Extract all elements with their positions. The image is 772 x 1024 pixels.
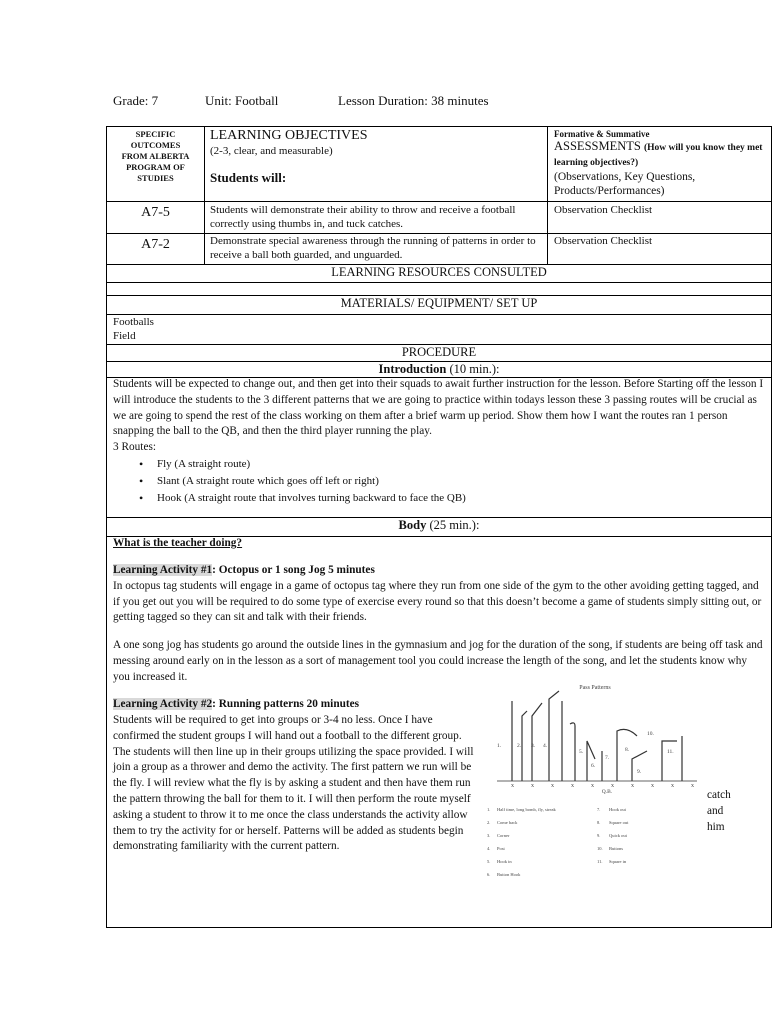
svg-text:Button Hook: Button Hook [497, 872, 521, 877]
learning-activity-1: Learning Activity #1: Octopus or 1 song Jog 5 minutes In octopus tag students will engage in a game of octopus tag where they run from one side of the gym to the other avoiding getting tagged, and if you get out you will be required to do some type of exercise every round so that this doesn’t become a game of students simply sitting out, or getting tagged so they can sit and talk with their friends. A one song jog has students go around the outside lines in the gymnasium and jog for the duration of the song, if students are being off task and messing around early on in the lesson as a sort of management tool you could increase the length of the song, and let the students know why you increased it. [113, 564, 763, 683]
svg-text:9.: 9. [637, 769, 642, 775]
introduction-text: Students will be expected to change out, and then get into their squads to await further instruction for the lesson. Before Starting off the lesson I will introduce the students to the 3 different patterns that we are going to practice within todays lesson these 3 passing routes will be crucial as we are going to spend the rest of the class working on them after a brief warm up period. Show them how I want the routes ran 1 person snapping the ball to the QB, and then the third player running the play. 3 Routes: • Fly (A straight route) • Slant (A straight route which goes off left or right) • Hook (A straight route that involves turning backward to face the QB) [113, 377, 765, 507]
objective-text: Demonstrate special awareness through the running of patterns in order to receive a ball both guarded, and unguarded. [210, 235, 536, 261]
svg-text:Square out: Square out [609, 820, 629, 825]
svg-text:7.: 7. [597, 807, 601, 812]
svg-text:x: x [571, 783, 574, 789]
svg-text:x: x [671, 783, 674, 789]
diagram-title: Pass Patterns [579, 685, 611, 691]
material-item: Footballs [113, 316, 154, 328]
pass-patterns-diagram [487, 681, 707, 877]
svg-text:9.: 9. [597, 833, 601, 838]
svg-text:2.: 2. [517, 743, 522, 749]
material-item: Field [113, 330, 136, 342]
svg-text:1.: 1. [487, 807, 491, 812]
svg-text:x: x [631, 783, 634, 789]
objectives-header: LEARNING OBJECTIVES (2-3, clear, and measurable) Students will: [210, 128, 368, 185]
routes-list [113, 456, 765, 507]
svg-text:8.: 8. [625, 747, 630, 753]
svg-text:x: x [611, 783, 614, 789]
assessment-text: Observation Checklist [554, 204, 653, 216]
svg-text:Hook out: Hook out [609, 807, 626, 812]
unit-label: Unit: Football [205, 93, 279, 108]
introduction-heading: Introduction (10 min.): [378, 362, 500, 376]
route-lines [512, 691, 682, 781]
svg-text:2.: 2. [487, 820, 491, 825]
body-heading: Body (25 min.): [398, 518, 480, 532]
svg-text:x: x [691, 783, 694, 789]
duration-label: Lesson Duration: 38 minutes [338, 93, 489, 108]
svg-text:x: x [531, 783, 534, 789]
route-item: • Hook (A straight route that involves turning backward to face the QB) [157, 490, 765, 507]
svg-text:Quick out: Quick out [609, 833, 627, 838]
svg-text:8.: 8. [597, 820, 601, 825]
svg-text:Half time, long bomb, fly, str: Half time, long bomb, fly, streak [497, 807, 556, 812]
outcome-code: A7-5 [141, 205, 170, 220]
svg-text:3.: 3. [531, 743, 536, 749]
svg-text:Corner: Corner [497, 833, 510, 838]
svg-text:x: x [651, 783, 654, 789]
svg-text:11.: 11. [667, 749, 674, 755]
svg-text:7.: 7. [605, 755, 610, 761]
svg-text:Come back: Come back [497, 820, 518, 825]
svg-text:x: x [551, 783, 554, 789]
svg-text:10.: 10. [647, 731, 654, 737]
svg-text:1.: 1. [497, 743, 502, 749]
side-words: catch and him [707, 789, 731, 833]
svg-text:Post: Post [497, 846, 505, 851]
assessments-header: Formative & Summative ASSESSMENTS (How will you know they met learning objectives?) (Observations, Key Questions, Products/Performances) [554, 129, 763, 197]
svg-text:3.: 3. [487, 833, 491, 838]
svg-text:Buttons: Buttons [609, 846, 624, 851]
materials-list [113, 315, 154, 343]
grade-label: Grade: 7 [113, 93, 159, 108]
svg-text:6.: 6. [591, 763, 596, 769]
lesson-plan-table [106, 126, 772, 928]
svg-text:4.: 4. [487, 846, 491, 851]
svg-text:6.: 6. [487, 872, 491, 877]
assessment-text: Observation Checklist [554, 235, 653, 247]
route-item: • Slant (A straight route which goes off left or right) [157, 473, 765, 490]
teacher-question: What is the teacher doing? [113, 537, 243, 549]
route-numbers [497, 731, 674, 775]
svg-text:x: x [591, 783, 594, 789]
route-item: • Fly (A straight route) [157, 456, 765, 473]
outcome-code: A7-2 [141, 237, 170, 252]
learning-activity-2-title: Learning Activity #2: Running patterns 20 minutes [113, 698, 360, 710]
svg-text:10.: 10. [597, 846, 603, 851]
learning-activity-2-text: Students will be required to get into groups or 3-4 no less. Once I have confirmed the student groups I will hand out a football to the different group. The students will then line up in their groups utilizing the space provided. I will join a group as a thrower and demo the activity. The first pattern we run will be the fly. I will review what the fly is by asking a student and then have them run the pattern throwing the ball for them to it. I will then perform the route myself asking a student to throw it to me once the class understands the activity allow them to try the activity for or herself. Patterns will be added as students begin demonstrating familiarity with the current pattern. [113, 714, 474, 853]
svg-text:Square in: Square in [609, 859, 627, 864]
svg-text:x: x [511, 783, 514, 789]
resources-title: LEARNING RESOURCES CONSULTED [331, 265, 547, 279]
svg-text:5.: 5. [487, 859, 491, 864]
specific-outcomes-header: SPECIFIC OUTCOMES FROM ALBERTA PROGRAM OF STUDIES [121, 129, 190, 183]
diagram-legend [487, 807, 629, 877]
objective-text: Students will demonstrate their ability to throw and receive a football correctly using thumbs in, and tuck catches. [210, 204, 516, 230]
materials-title: MATERIALS/ EQUIPMENT/ SET UP [340, 296, 538, 310]
svg-text:Hook in: Hook in [497, 859, 512, 864]
svg-text:5.: 5. [579, 749, 584, 755]
procedure-title: PROCEDURE [401, 345, 477, 359]
svg-text:11.: 11. [597, 859, 603, 864]
qb-label: Q.B. [601, 789, 613, 795]
svg-text:4.: 4. [543, 743, 548, 749]
